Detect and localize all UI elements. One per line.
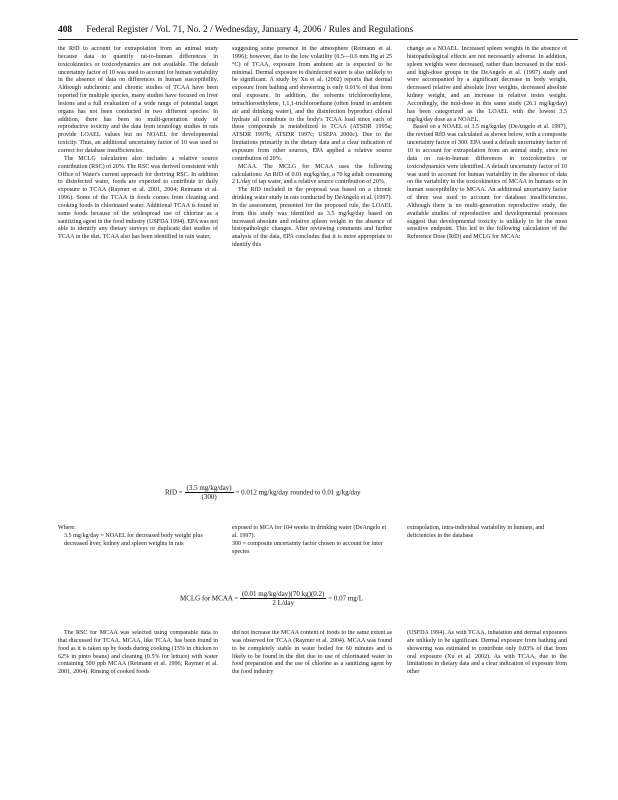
paragraph: The MCLG calculation also includes a relative source contribution (RSC) of 20%. The RSC was derived consistent with Office of Water's current approach for deriving RSC. In addition to disinfected water, foods are expected to contribute to daily exposure to TCAA (Raymer et al. 2001, 2004; Reimann et al. 1996). Some of the TCAA in foods comes from cleaning and cooking foods in chlorinated water. Additional TCAA is found in some foods because of the widespread use of chlorine as a sanitizing agent in the food industry (USFDA 1994). EPA was not able to identify any dietary surveys or duplicate diet studies of TCAA in the diet. TCAA also has been identified in rain water,: [58, 155, 218, 241]
paragraph: The RSC for MCAA was selected using comparable data to that discussed for TCAA. MCAA, like TCAA, has been found in food as it is taken up by foods during cooking (15% in chicken to 62% in pinto beans) and cleaning (0.5% for lettuce) with water containing 500 ppb MCAA (Reimann et al. 1996; Raymer et al. 2001, 2004). Rinsing of cooked foods: [58, 630, 218, 676]
paragraph: (USFDA 1994). As with TCAA, inhalation and dermal exposures are unlikely to be significant. Dermal exposure from bathing and showering was estimated to contribute only 0.03% of that from oral exposure (Xu et al. 2002). As with TCAA, due to the limitations in dietary data and a clear indication of exposure from other: [407, 630, 567, 676]
running-head: Federal Register / Vol. 71, No. 2 / Wednesday, January 4, 2006 / Rules and Regulations: [86, 25, 414, 35]
paragraph: change as a NOAEL. Increased spleen weights in the absence of histopathological effects are not necessarily adverse. In addition, spleen weights were decreased, rather than increased in the mid- and high-dose groups in the DeAngelo et al. (1997) study and were accompanied by a significant decrease in body weight, decreased relative and absolute liver weights, decreased absolute kidney weight, and an increase in relative testes weight. Accordingly, the mid-dose in this same study (26.1 mg/kg/day) has been categorized as the LOAEL with the lowest 3.5 mg/kg/day dose as a NOAEL.: [407, 46, 567, 123]
mclg-numerator: (0.01 mg/kg/day)(70 kg)(0.2): [241, 590, 325, 598]
text-column-2: [232, 46, 392, 476]
rfd-fraction: [185, 484, 234, 501]
rfd-equation: [165, 484, 361, 501]
where-continuation: extrapolation, intra-individual variability in humans, and deficiencies in the database: [407, 525, 545, 539]
rfd-numerator: (3.5 mg/kg/day): [186, 484, 232, 492]
paragraph: the RfD to account for extrapolation from an animal study because data to quantify rat-to-human differences in toxicokinetics or toxicodynamics are not available. The default uncertainty factor of 10 was used to account for human variability in the absence of data on differences in human susceptibility. Although subchronic and chronic studies of TCAA have been reported for multiple species, many studies have focused on liver lesions and a full evaluation of a wide range of potential target organs has not been conducted in two different species. In addition, there has been no multi-generation study of reproductive toxicity and the data from teratology studies in rats provide LOAEL values but no NOAEL for developmental toxicity. Thus, an additional uncertainty factor of 10 was used to correct for database insufficiencies.: [58, 46, 218, 154]
paragraph: MCAA. The MCLG for MCAA uses the following calculations: An RfD of 0.01 mg/kg/day, a 70 kg adult consuming 2 L/day of tap water, and a relative source contribution of 20%.: [232, 163, 392, 186]
text-column-4: [58, 630, 218, 760]
paragraph: The RfD included in the proposal was based on a chronic drinking water study in rats conducted by DeAngelo et al. (1997). In the assessment, presented for the proposed rule, the LOAEL from this study was identified as 3.5 mg/kg/day based on increased absolute and relative spleen weight in the absence of histopathologic changes. After reviewing comments and further analysis of the data, EPA concludes that it is more appropriate to identify this: [232, 187, 392, 249]
rfd-denominator: (300): [201, 493, 217, 501]
where-exposure-text: exposed to MCA for 104 weeks in drinking water (DeAngelo et al. 1997).: [232, 525, 387, 539]
text-column-6: [407, 630, 567, 760]
mclg-fraction: [240, 590, 326, 607]
where-uncertainty-definition: 300 = composite uncertainty factor chosen to account for inter species: [232, 540, 383, 555]
where-col-1: [58, 525, 218, 549]
paragraph: suggesting some presence in the atmosphere (Reimann et al. 1996); however, due to the low volatility (0.5—0.6 mm Hg at 25 °C) of TCAA, exposure from ambient air is expected to be minimal. Dermal exposure to disinfected water is also unlikely to be significant. A study by Xu et al. (2002) reports that dermal exposure from bathing and showering is only 0.01% of that from oral exposure. In addition, the solvents trichloroethylene, tetrachloroethylene, 1,1,1-trichloroethane (often found in ambient air and drinking water), and the disinfection byproduct chloral hydrate all contribute to the body's TCAA load since each of these compounds is metabolized to TCAA (ATSDR 1995a; ATSDR 1997b; ATSDR 1997c; USEPA 2000c). Due to the limitations primarily in the dietary data and a clear indication of exposure from other sources, EPA applied a relative source contribution of 20%.: [232, 46, 392, 162]
text-column-5: [232, 630, 392, 760]
where-col-2: [232, 525, 392, 556]
paragraph: Based on a NOAEL of 3.5 mg/kg/day (DeAngelo et al. 1997), the revised RfD was calculated as shown below, with a composite uncertainty factor of 300. EPA used a default uncertainty factor of 10 to account for extrapolation from an animal study, since no data on rat-to-human differences in toxicokinetics or toxicodynamics were identified. A default uncertainty factor of 10 was used to account for human variability in the absence of data on the variability in the toxicokinetics of MCAA in humans or in human susceptibility to MCAA. An additional uncertainty factor of three was used to account for database insufficiencies. Although there is no multi-generation reproductive study, the available studies of reproductive and developmental processes suggest that developmental toxicity is unlikely to be the most sensitive endpoint. This led to the following calculation of the Reference Dose (RfD) and MCLG for MCAA:: [407, 124, 567, 241]
mclg-equation-lhs: MCLG for MCAA =: [180, 594, 239, 603]
paragraph: did not increase the MCAA content of foods to the same extent as was observed for TCAA (Raymer et al. 2004). MCAA was found to be completely stable in water boiled for 60 minutes and is likely to be found in the diet due to use of chlorinated water in food preparation and the use of chlorine as a sanitizing agent by the food industry: [232, 630, 392, 676]
mclg-equation-rhs: = 0.07 mg/L: [328, 594, 364, 603]
rfd-equation-lhs: RfD =: [165, 488, 183, 497]
page-number: 408: [58, 25, 73, 35]
text-column-1: [58, 46, 218, 486]
mclg-equation: [180, 590, 363, 607]
where-noael-definition: 3.5 mg/kg/day = NOAEL for decreased body weight plus decreased liver, kidney and spleen weights in rats: [64, 532, 203, 547]
where-label: Where:: [58, 525, 76, 531]
text-column-3: [407, 46, 567, 476]
rfd-equation-rhs: = 0.012 mg/kg/day rounded to 0.01 g/kg/day: [235, 488, 361, 497]
page-header: [58, 25, 578, 40]
mclg-denominator: 2 L/day: [272, 599, 294, 607]
where-col-3: [407, 525, 567, 541]
